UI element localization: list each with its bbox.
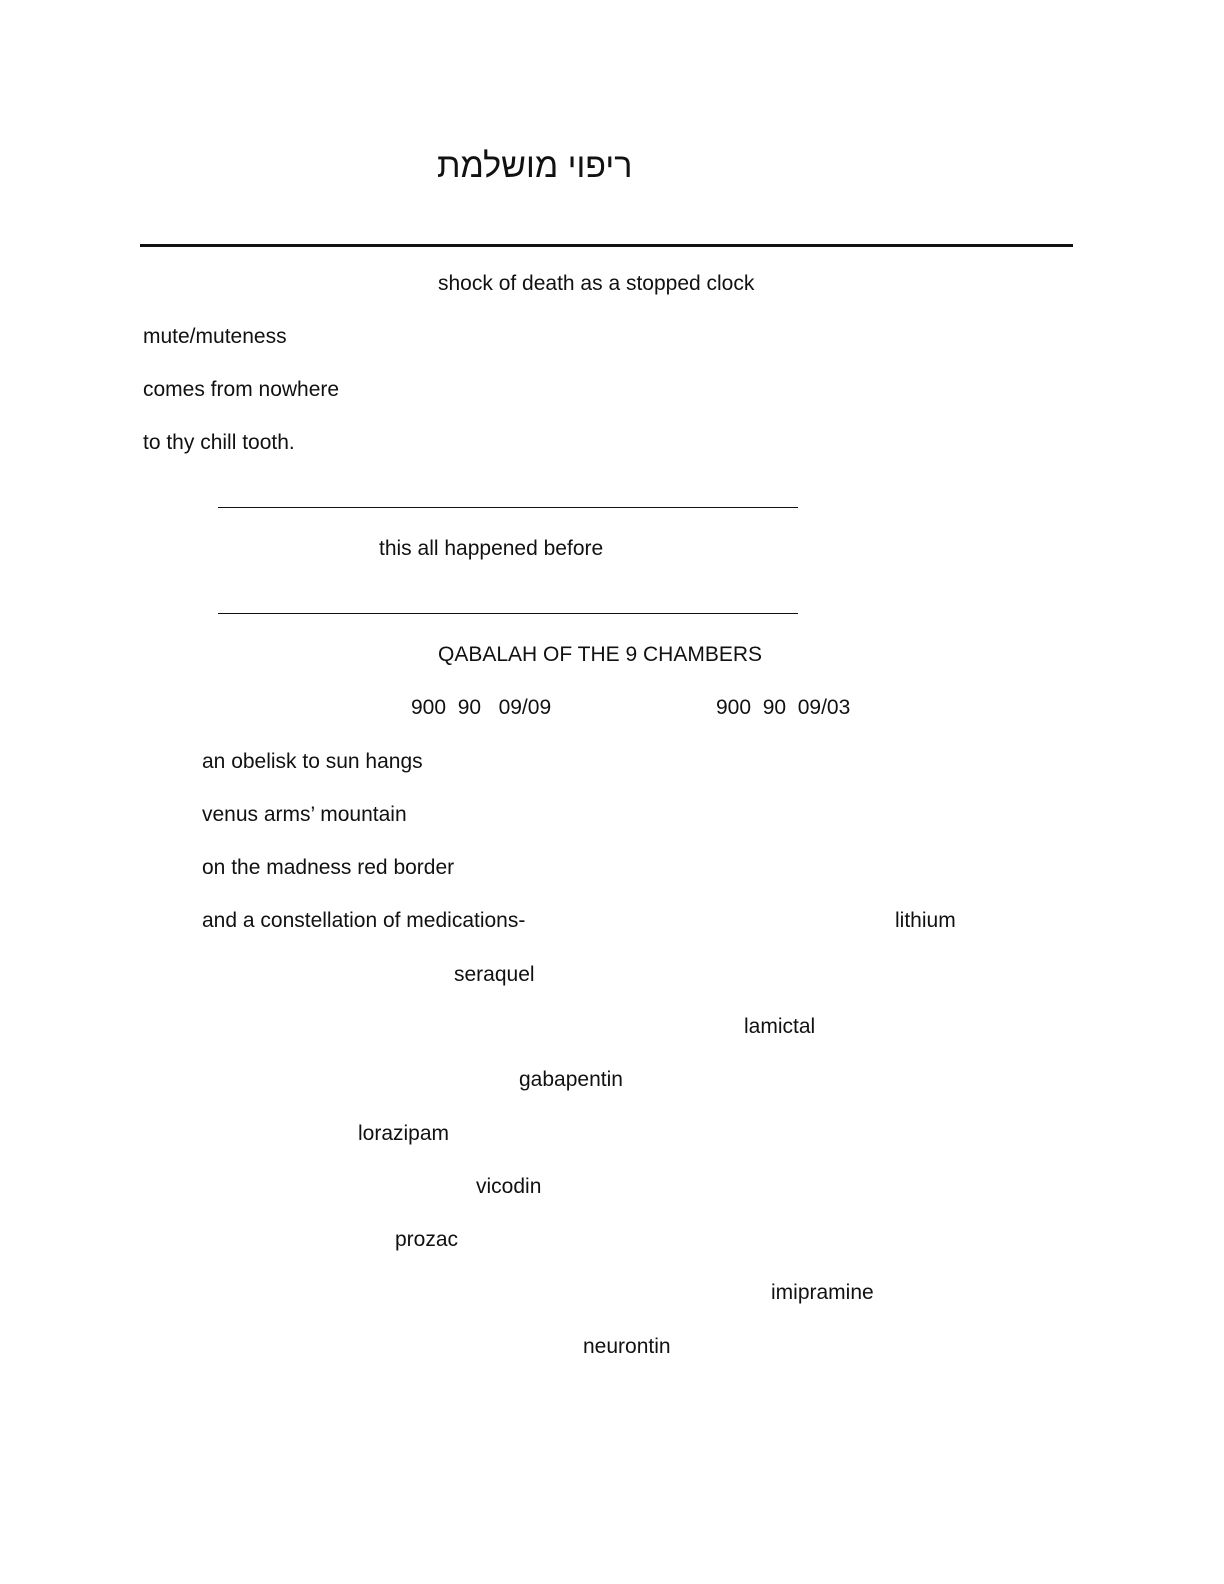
med-lithium: lithium — [895, 909, 956, 932]
line-nowhere: comes from nowhere — [143, 378, 340, 401]
line-qabalah: QABALAH OF THE 9 CHAMBERS — [438, 643, 763, 666]
hebrew-title-text: ריפוי מושלמת — [437, 147, 633, 185]
numbers-left: 900 90 09/09 — [411, 696, 552, 719]
line-madness: on the madness red border — [202, 856, 455, 879]
med-seraquel: seraquel — [454, 963, 535, 986]
line-constellation: and a constellation of medications- — [202, 909, 526, 932]
line-mute: mute/muteness — [143, 325, 287, 348]
line-obelisk: an obelisk to sun hangs — [202, 750, 423, 773]
med-gabapentin: gabapentin — [519, 1068, 623, 1091]
line-venus: venus arms’ mountain — [202, 803, 407, 826]
line-shock: shock of death as a stopped clock — [438, 272, 755, 295]
divider-lower — [218, 613, 798, 614]
med-neurontin: neurontin — [583, 1335, 671, 1358]
page-title — [437, 146, 632, 186]
numbers-right: 900 90 09/03 — [716, 696, 851, 719]
line-tooth: to thy chill tooth. — [143, 431, 295, 454]
line-before: this all happened before — [379, 537, 604, 560]
med-prozac: prozac — [395, 1228, 459, 1251]
med-imipramine: imipramine — [771, 1281, 874, 1304]
title-divider — [140, 244, 1073, 247]
med-lorazipam: lorazipam — [358, 1122, 450, 1145]
divider-upper — [218, 507, 798, 508]
med-vicodin: vicodin — [476, 1175, 542, 1198]
med-lamictal: lamictal — [744, 1015, 816, 1038]
